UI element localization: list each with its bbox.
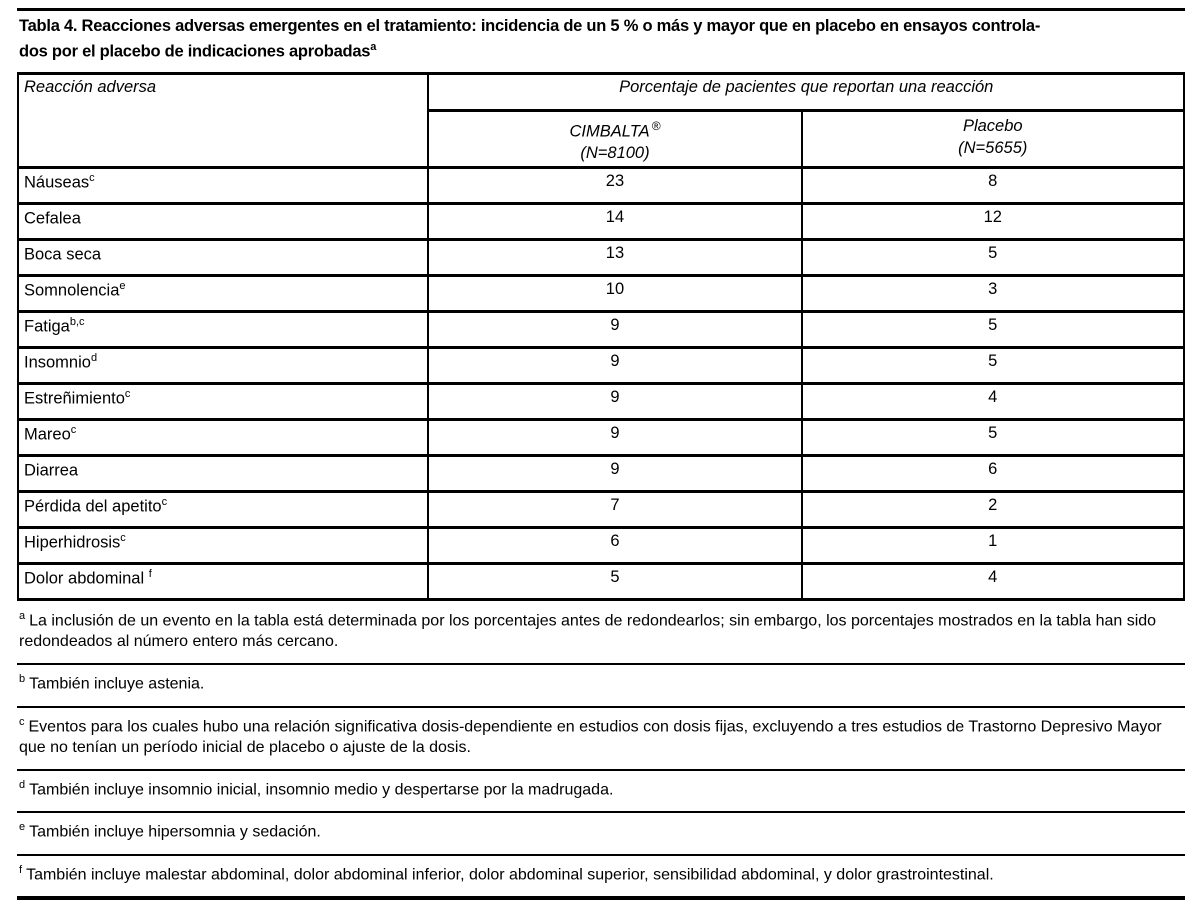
footnote-letter: c bbox=[19, 715, 25, 728]
table-row bbox=[18, 420, 1184, 456]
footnote-d bbox=[17, 769, 1185, 811]
header-cymbalta bbox=[428, 110, 801, 168]
placebo-value-cell: 5 bbox=[802, 348, 1184, 384]
footnotes-section bbox=[17, 601, 1185, 900]
cymbalta-value-cell: 7 bbox=[428, 492, 801, 528]
footnote-text: También incluye malestar abdominal, dolor abdominal inferior, dolor abdominal superior, sensibilidad abdominal, y dolor grastrointestinal. bbox=[26, 865, 994, 883]
footnote-text: También incluye insomnio inicial, insomnio medio y despertarse por la madrugada. bbox=[29, 781, 614, 799]
cymbalta-value-cell: 14 bbox=[428, 204, 801, 240]
table-row bbox=[18, 492, 1184, 528]
table-title-line1: Tabla 4. Reacciones adversas emergentes en el tratamiento: incidencia de un 5 % o más y mayor que en placebo en ensayos controla- bbox=[19, 17, 1041, 35]
placebo-value-cell: 4 bbox=[802, 384, 1184, 420]
footnote-letter: d bbox=[19, 778, 26, 791]
footnote-e bbox=[17, 811, 1185, 853]
cymbalta-value-cell: 6 bbox=[428, 528, 801, 564]
reaction-cell: Insomnio$^d$ bbox=[18, 348, 428, 384]
footnote-text: La inclusión de un evento en la tabla está determinada por los porcentajes antes de redondearlos; sin embargo, los porcentajes mostrados en la tabla han sido redondeados al número entero más cercano. bbox=[19, 612, 1157, 651]
cymbalta-value-cell: 9 bbox=[428, 312, 801, 348]
cymbalta-value-cell: 9 bbox=[428, 456, 801, 492]
table-row bbox=[18, 312, 1184, 348]
footnote-letter: a bbox=[19, 610, 26, 622]
adverse-reactions-table bbox=[17, 72, 1185, 602]
cymbalta-value-cell: 9 bbox=[428, 420, 801, 456]
table-title bbox=[17, 11, 1185, 72]
header-placebo bbox=[802, 110, 1184, 168]
placebo-value-cell: 6 bbox=[802, 456, 1184, 492]
placebo-label: Placebo bbox=[962, 116, 1023, 135]
table-title-line2: dos por el placebo de indicaciones aprobadas bbox=[19, 42, 371, 61]
reaction-cell: Cefalea bbox=[18, 204, 428, 240]
reaction-cell: Fatiga$^{b,c}$ bbox=[18, 312, 428, 348]
table-row bbox=[18, 240, 1184, 276]
header-percentage-span: Porcentaje de pacientes que reportan una reacción bbox=[428, 73, 1184, 110]
reaction-cell: Hiperhidrosis$^c$ bbox=[18, 528, 428, 564]
reaction-cell: Estreñimiento$^c$ bbox=[18, 384, 428, 420]
placebo-value-cell: 4 bbox=[802, 564, 1184, 600]
registered-trademark-icon: ® bbox=[651, 118, 661, 133]
placebo-value-cell: 5 bbox=[802, 420, 1184, 456]
cymbalta-value-cell: 10 bbox=[428, 276, 801, 312]
table-row bbox=[18, 564, 1184, 600]
footnote-c bbox=[17, 706, 1185, 769]
header-reaction-adverse: Reacción adversa bbox=[18, 73, 428, 168]
table-row bbox=[18, 384, 1184, 420]
placebo-value-cell: 12 bbox=[802, 204, 1184, 240]
reaction-cell: Pérdida del apetito$^c$ bbox=[18, 492, 428, 528]
footnote-text: También incluye astenia. bbox=[29, 675, 205, 693]
table-row bbox=[18, 168, 1184, 204]
table-row bbox=[18, 276, 1184, 312]
cymbalta-value-cell: 13 bbox=[428, 240, 801, 276]
placebo-value-cell: 3 bbox=[802, 276, 1184, 312]
reaction-cell: Dolor abdominal $^f$ bbox=[18, 564, 428, 600]
placebo-value-cell: 2 bbox=[802, 492, 1184, 528]
footnote-letter: e bbox=[19, 821, 26, 834]
cymbalta-n-count: (N=8100) bbox=[580, 144, 650, 162]
table-row bbox=[18, 528, 1184, 564]
placebo-n-count: (N=5655) bbox=[958, 138, 1028, 157]
footnote-b bbox=[17, 663, 1185, 705]
placebo-value-cell: 5 bbox=[802, 240, 1184, 276]
footnote-a bbox=[17, 601, 1185, 663]
cymbalta-value-cell: 5 bbox=[428, 564, 801, 600]
bottom-rule bbox=[17, 896, 1185, 900]
placebo-value-cell: 1 bbox=[802, 528, 1184, 564]
reaction-cell: Náuseas$^c$ bbox=[18, 168, 428, 204]
reaction-cell: Diarrea bbox=[18, 456, 428, 492]
reaction-cell: Somnolencia$^e$ bbox=[18, 276, 428, 312]
cymbalta-value-cell: 9 bbox=[428, 384, 801, 420]
reaction-cell: Boca seca bbox=[18, 240, 428, 276]
footnote-letter: f bbox=[19, 863, 23, 876]
footnote-f bbox=[17, 854, 1185, 896]
footnote-text: Eventos para los cuales hubo una relación significativa dosis-dependiente en estudios con dosis fijas, excluyendo a tres estudios de Trastorno Depresivo Mayor que no tenían un período inicial de placebo o ajuste de la dosis. bbox=[19, 717, 1162, 756]
footnote-letter: b bbox=[19, 673, 26, 686]
footnote-text: También incluye hipersomnia y sedación. bbox=[29, 823, 321, 841]
header-row-1 bbox=[18, 73, 1184, 110]
placebo-value-cell: 8 bbox=[802, 168, 1184, 204]
cymbalta-value-cell: 23 bbox=[428, 168, 801, 204]
table-row bbox=[18, 204, 1184, 240]
table-title-footnote-mark: a bbox=[370, 41, 377, 53]
placebo-value-cell: 5 bbox=[802, 312, 1184, 348]
cymbalta-value-cell: 9 bbox=[428, 348, 801, 384]
cymbalta-brand-name: CIMBALTA bbox=[569, 122, 650, 140]
reaction-cell: Mareo$^c$ bbox=[18, 420, 428, 456]
table-row bbox=[18, 348, 1184, 384]
table-row bbox=[18, 456, 1184, 492]
